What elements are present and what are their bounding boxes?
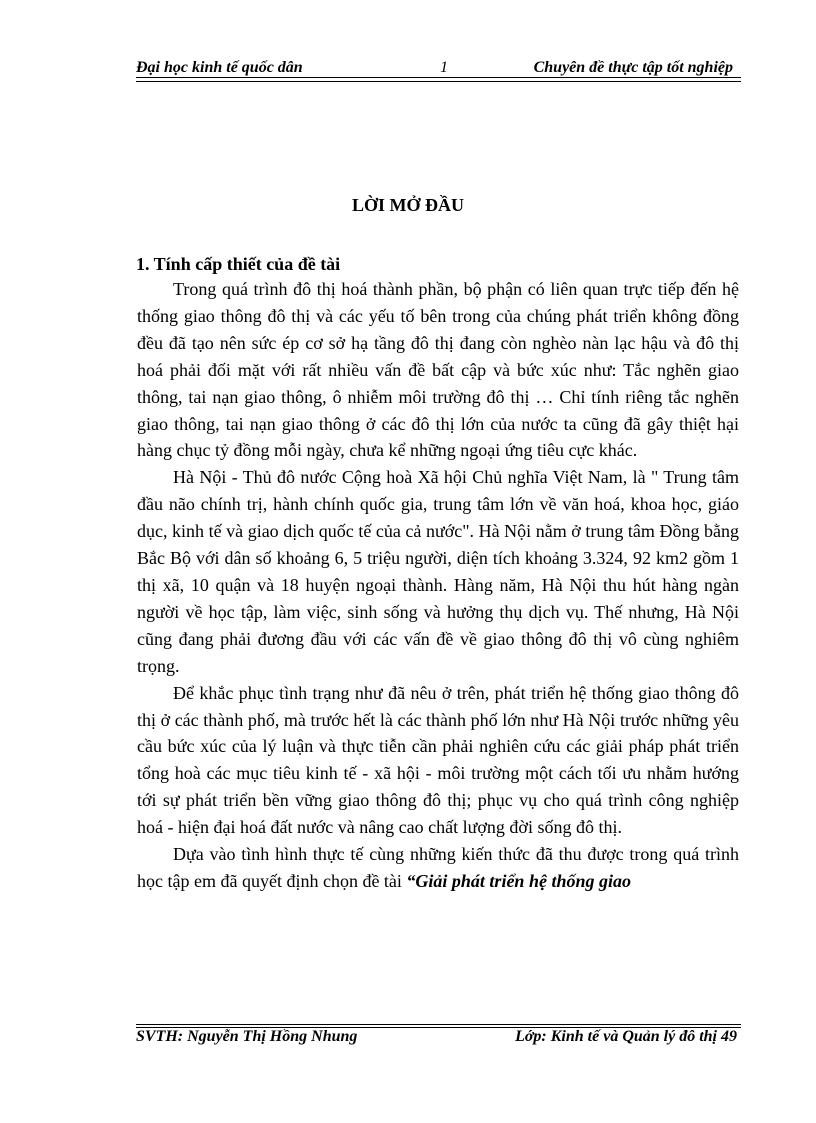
footer-class: Lớp: Kinh tế và Quản lý đô thị 49 (515, 1028, 737, 1045)
paragraph-2: Hà Nội - Thủ đô nước Cộng hoà Xã hội Chủ nghĩa Việt Nam, là " Trung tâm đầu não chính trị, hành chính quốc gia, trung tâm lớn về văn hoá, khoa học, giáo dục, kinh tế và giao dịch quốc tế của cả nước". Hà Nội nằm ở trung tâm Đồng bằng Bắc Bộ với dân số khoảng 6, 5 triệu người, diện tích khoảng 3.324, 92 km2 gồm 1 thị xã, 10 quận và 18 huyện ngoại thành. Hàng năm, Hà Nội thu hút hàng ngàn người về học tập, làm việc, sinh sống và hưởng thụ dịch vụ. Thế nhưng, Hà Nội cũng đang phải đương đầu với các vấn đề về giao thông đô thị vô cùng nghiêm trọng. (137, 467, 739, 676)
paragraph-4-text: Dựa vào tình hình thực tế cùng những kiến thức đã thu được trong quá trình học tập em đã quyết định chọn đề tài (137, 844, 739, 891)
section-heading: 1. Tính cấp thiết của đề tài (136, 254, 341, 274)
footer-student: SVTH: Nguyễn Thị Hồng Nhung (136, 1028, 358, 1045)
header-university: Đại học kinh tế quốc dân (136, 59, 303, 76)
header-rule-thick (136, 77, 741, 78)
paragraph-3: Để khắc phục tình trạng như đã nêu ở trên, phát triển hệ thống giao thông đô thị ở các thành phố, mà trước hết là các thành phố lớn như Hà Nội trước những yêu cầu bức xúc của lý luận và thực tiễn cần phải nghiên cứu các giải pháp phát triển tổng hoà các mục tiêu kinh tế - xã hội - môi trường một cách tối ưu nhằm hướng tới sự phát triển bền vững giao thông đô thị; phục vụ cho quá trình công nghiệp hoá - hiện đại hoá đất nước và nâng cao chất lượng đời sống đô thị. (137, 682, 739, 838)
page-title: LỜI MỞ ĐẦU (352, 195, 464, 215)
page-header (136, 56, 741, 82)
header-rule-thin (136, 81, 741, 82)
header-doc-type: Chuyên đề thực tập tốt nghiệp (533, 59, 733, 76)
paragraph-4-topic: “Giải phát triển hệ thống giao (406, 870, 631, 891)
footer-rule-thin (136, 1024, 741, 1025)
page-footer (136, 1028, 741, 1050)
header-page-number: 1 (440, 59, 448, 76)
paragraph-1: Trong quá trình đô thị hoá thành phần, bộ phận có liên quan trực tiếp đến hệ thống giao thông đô thị và các yếu tố bên trong của chúng phát triển không đồng đều đã tạo nên sức ép cơ sở hạ tầng đô thị đang còn nghèo nàn lạc hậu và đô thị hoá phải đối mặt với rất nhiều vấn đề bất cập và bức xúc như: Tắc nghẽn giao thông, tai nạn giao thông, ô nhiễm môi trường đô thị … Chỉ tính riêng tắc nghẽn giao thông, tai nạn giao thông ở các đô thị lớn của nước ta cũng đã gây thiệt hại hàng chục tỷ đồng mỗi ngày, chưa kể những ngoại ứng tiêu cực khác. (137, 279, 739, 461)
body-text (137, 276, 739, 895)
paragraph-4 (137, 841, 739, 895)
